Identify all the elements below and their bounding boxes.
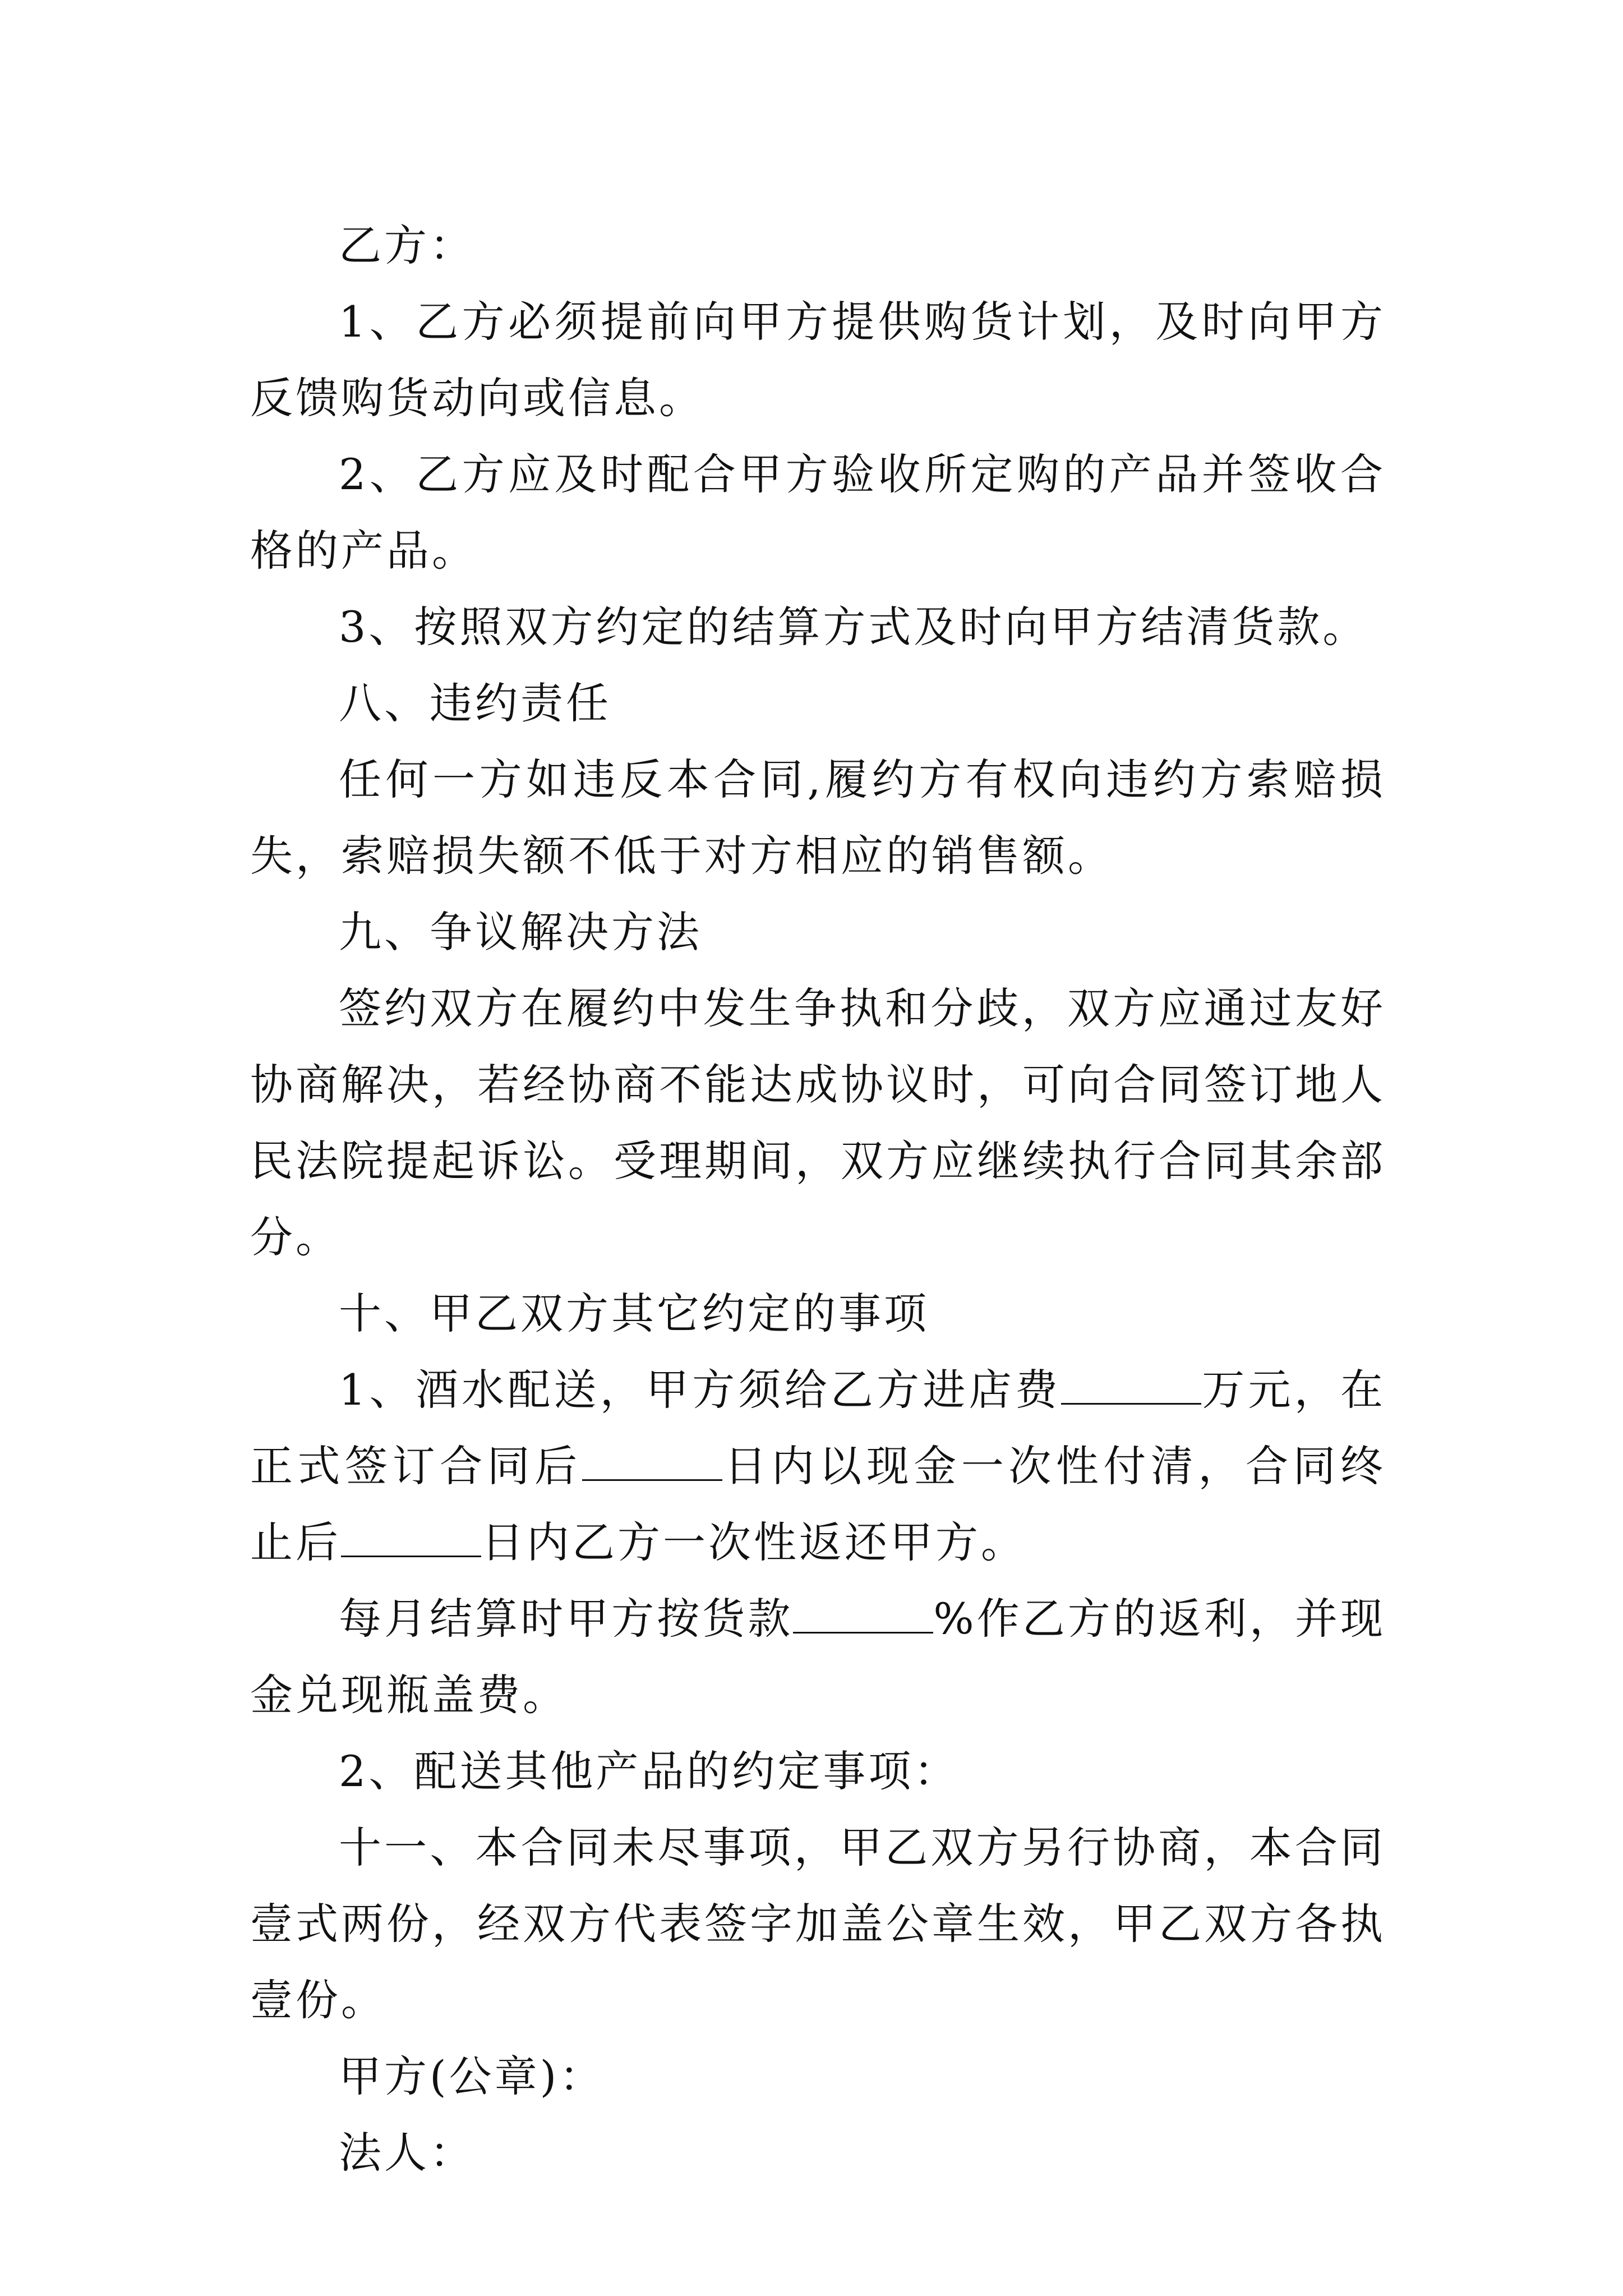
- section-10-heading: 十、甲乙双方其它约定的事项: [339, 1289, 929, 1338]
- rebate-percent-blank: [793, 1599, 933, 1634]
- section-11-body: 十一、本合同未尽事项，甲乙双方另行协商，本合同壹式两份，经双方代表签字加盖公章生效，甲乙双方各执壹份。: [250, 1823, 1386, 2025]
- party-a-seal-label: 甲方(公章)：: [339, 2051, 605, 2101]
- entry-fee-blank: [1061, 1370, 1201, 1405]
- clause-1-text-c: 日内以现金一次性付清，合同终止后: [250, 1441, 1386, 1567]
- party-b-clause-3: 3、按照双方约定的结算方式及时向甲方结清货款。: [339, 602, 1368, 652]
- party-b-heading: 乙方：: [339, 220, 475, 270]
- party-b-clause-1: 1、乙方必须提前向甲方提供购货计划，及时向甲方反馈购货动向或信息。: [250, 297, 1386, 423]
- section-8-heading: 八、违约责任: [339, 678, 611, 728]
- section-9-body: 签约双方在履约中发生争执和分歧，双方应通过友好协商解决，若经协商不能达成协议时，可向合同签订地人民法院提起诉讼。受理期间，双方应继续执行合同其余部分。: [250, 983, 1386, 1262]
- rebate-text-b: %作乙方的返利，并现金兑现瓶盖费。: [250, 1594, 1386, 1720]
- section-8-body: 任何一方如违反本合同,履约方有权向违约方索赔损失，索赔损失额不低于对方相应的销售额。: [250, 754, 1386, 881]
- clause-1-text-d: 日内乙方一次性返还甲方。: [481, 1517, 1026, 1567]
- section-10-rebate: [250, 1581, 1386, 1733]
- section-10-clause-1: [250, 1352, 1386, 1581]
- section-10-clause-2: 2、配送其他产品的约定事项：: [339, 1746, 960, 1796]
- clause-1-text-b: 万元，在正式签订合同后: [250, 1365, 1386, 1491]
- section-9-heading: 九、争议解决方法: [339, 907, 702, 957]
- payment-days-blank: [582, 1447, 722, 1481]
- party-b-clause-2: 2、乙方应及时配合甲方验收所定购的产品并签收合格的产品。: [250, 449, 1386, 576]
- document-body: [250, 208, 1386, 2191]
- rebate-text-a: 每月结算时甲方按货款: [339, 1594, 794, 1644]
- clause-1-text-a: 1、酒水配送，甲方须给乙方进店费: [339, 1365, 1062, 1415]
- legal-person-label: 法人：: [339, 2128, 475, 2178]
- refund-days-blank: [341, 1523, 481, 1557]
